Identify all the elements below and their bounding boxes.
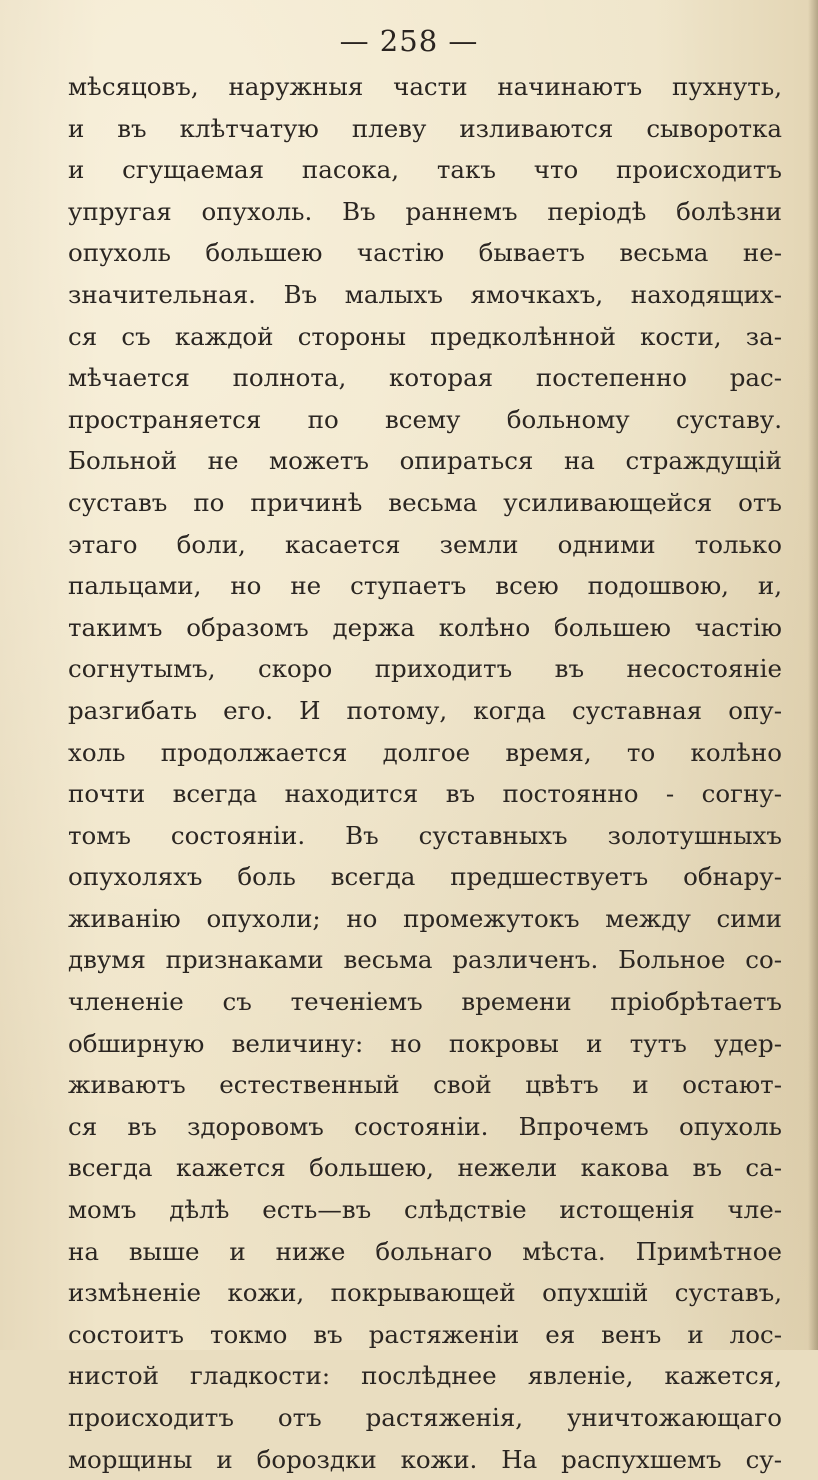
text-line: холь продолжается долгое время, то колѣно bbox=[68, 737, 782, 767]
text-line: этаго боли, касается земли одними только bbox=[68, 529, 782, 559]
text-line: ся въ здоровомъ состояніи. Впрочемъ опухоль bbox=[68, 1111, 782, 1141]
text-line: Больной не можетъ опираться на страждущій bbox=[68, 446, 782, 476]
text-line: такимъ образомъ держа колѣно большею частію bbox=[68, 612, 782, 642]
text-line: почти всегда находится въ постоянно - согну- bbox=[68, 779, 782, 809]
text-line: всегда кажется большею, нежели какова въ са- bbox=[68, 1153, 782, 1183]
text-line: момъ дѣлѣ есть—въ слѣдствіе истощенія чле- bbox=[68, 1195, 782, 1225]
text-line: томъ состояніи. Въ суставныхъ золотушныхъ bbox=[68, 820, 782, 850]
text-line: измѣненіе кожи, покрывающей опухшій суставъ, bbox=[68, 1278, 782, 1308]
text-line: и въ клѣтчатую плеву изливаются сыворотка bbox=[68, 113, 782, 143]
text-line: пальцами, но не ступаетъ всею подошвою, и, bbox=[68, 571, 782, 601]
text-line: пространяется по всему больному суставу. bbox=[68, 404, 782, 434]
text-line: согнутымъ, скоро приходитъ въ несостояніе bbox=[68, 654, 782, 684]
text-line: мѣсяцовъ, наружныя части начинаютъ пухнуть, bbox=[68, 72, 782, 101]
body-text bbox=[68, 66, 782, 1480]
text-line: члененіе съ теченіемъ времени пріобрѣтаетъ bbox=[68, 987, 782, 1017]
text-line: морщины и бороздки кожи. На распухшемъ су- bbox=[68, 1444, 782, 1474]
text-line: разгибать его. И потому, когда суставная опу- bbox=[68, 695, 782, 725]
text-line: обширную величину: но покровы и тутъ удер- bbox=[68, 1028, 782, 1058]
text-line: на выше и ниже больнаго мѣста. Примѣтное bbox=[68, 1236, 782, 1266]
text-line: состоитъ токмо въ растяженіи ея венъ и лос- bbox=[68, 1319, 782, 1349]
text-line: мѣчается полнота, которая постепенно рас- bbox=[68, 363, 782, 393]
text-line: суставъ по причинѣ весьма усиливающейся отъ bbox=[68, 487, 782, 517]
text-line: опухоль большею частію бываетъ весьма не- bbox=[68, 238, 782, 268]
text-line: двумя признаками весьма различенъ. Больное со- bbox=[68, 945, 782, 975]
text-line: значительная. Въ малыхъ ямочкахъ, находящих- bbox=[68, 279, 782, 309]
page-number: — 258 — bbox=[339, 24, 479, 58]
text-line: нистой гладкости: послѣднее явленіе, кажется, bbox=[68, 1361, 782, 1391]
text-line: и сгущаемая пасока, такъ что происходитъ bbox=[68, 155, 782, 185]
text-line: происходитъ отъ растяженія, уничтожающаго bbox=[68, 1403, 782, 1432]
text-line: живанію опухоли; но промежутокъ между сими bbox=[68, 903, 782, 933]
text-line: упругая опухоль. Въ раннемъ періодѣ болѣзни bbox=[68, 196, 782, 226]
text-line: ся съ каждой стороны предколѣнной кости, за- bbox=[68, 321, 782, 351]
text-line: опухоляхъ боль всегда предшествуетъ обнару- bbox=[68, 862, 782, 892]
text-line: живаютъ естественный свой цвѣтъ и остают- bbox=[68, 1070, 782, 1100]
